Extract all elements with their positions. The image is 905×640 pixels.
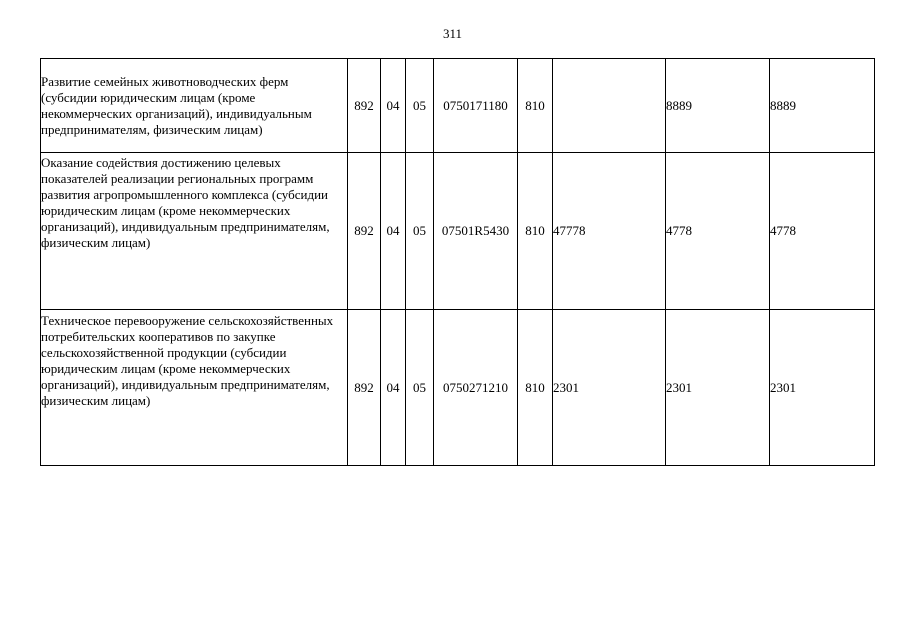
target-article-code-cell: 0750271210 — [434, 310, 518, 466]
amount-year2-cell: 8889 — [666, 59, 770, 153]
amount-year1-cell: 47778 — [553, 153, 666, 310]
amount-year1-cell: 2301 — [553, 310, 666, 466]
subsection-code-cell: 05 — [406, 59, 434, 153]
subsection-code-cell: 05 — [406, 310, 434, 466]
budget-table — [40, 58, 875, 466]
department-code-cell: 892 — [348, 153, 381, 310]
section-code-cell: 04 — [381, 59, 406, 153]
target-article-code-cell: 07501R5430 — [434, 153, 518, 310]
amount-year1-cell — [553, 59, 666, 153]
table-row — [41, 59, 875, 153]
table-row — [41, 310, 875, 466]
expense-type-code-cell: 810 — [518, 153, 553, 310]
table-row — [41, 153, 875, 310]
page-number: 311 — [442, 26, 463, 41]
row-name-cell: Оказание содействия достижению целевых показателей реализации региональных программ развития агропромышленного комплекса (субсидии юридическим лицам (кроме некоммерческих организаций), индивидуальным предпринимателям, физическим лицам) — [41, 153, 348, 310]
section-code-cell: 04 — [381, 310, 406, 466]
section-code-cell: 04 — [381, 153, 406, 310]
amount-year3-cell: 8889 — [770, 59, 875, 153]
department-code-cell: 892 — [348, 59, 381, 153]
row-name-cell: Техническое перевооружение сельскохозяйственных потребительских кооперативов по закупке сельскохозяйственной продукции (субсидии юридическим лицам (кроме некоммерческих организаций), индивидуальным предпринимателям, физическим лицам) — [41, 310, 348, 466]
department-code-cell: 892 — [348, 310, 381, 466]
subsection-code-cell: 05 — [406, 153, 434, 310]
amount-year3-cell: 4778 — [770, 153, 875, 310]
expense-type-code-cell: 810 — [518, 310, 553, 466]
amount-year2-cell: 2301 — [666, 310, 770, 466]
expense-type-code-cell: 810 — [518, 59, 553, 153]
amount-year3-cell: 2301 — [770, 310, 875, 466]
amount-year2-cell: 4778 — [666, 153, 770, 310]
row-name-cell: Развитие семейных животноводческих ферм (субсидии юридическим лицам (кроме некоммерческих организаций), индивидуальным предпринимателям, физическим лицам) — [41, 59, 348, 153]
target-article-code-cell: 0750171180 — [434, 59, 518, 153]
